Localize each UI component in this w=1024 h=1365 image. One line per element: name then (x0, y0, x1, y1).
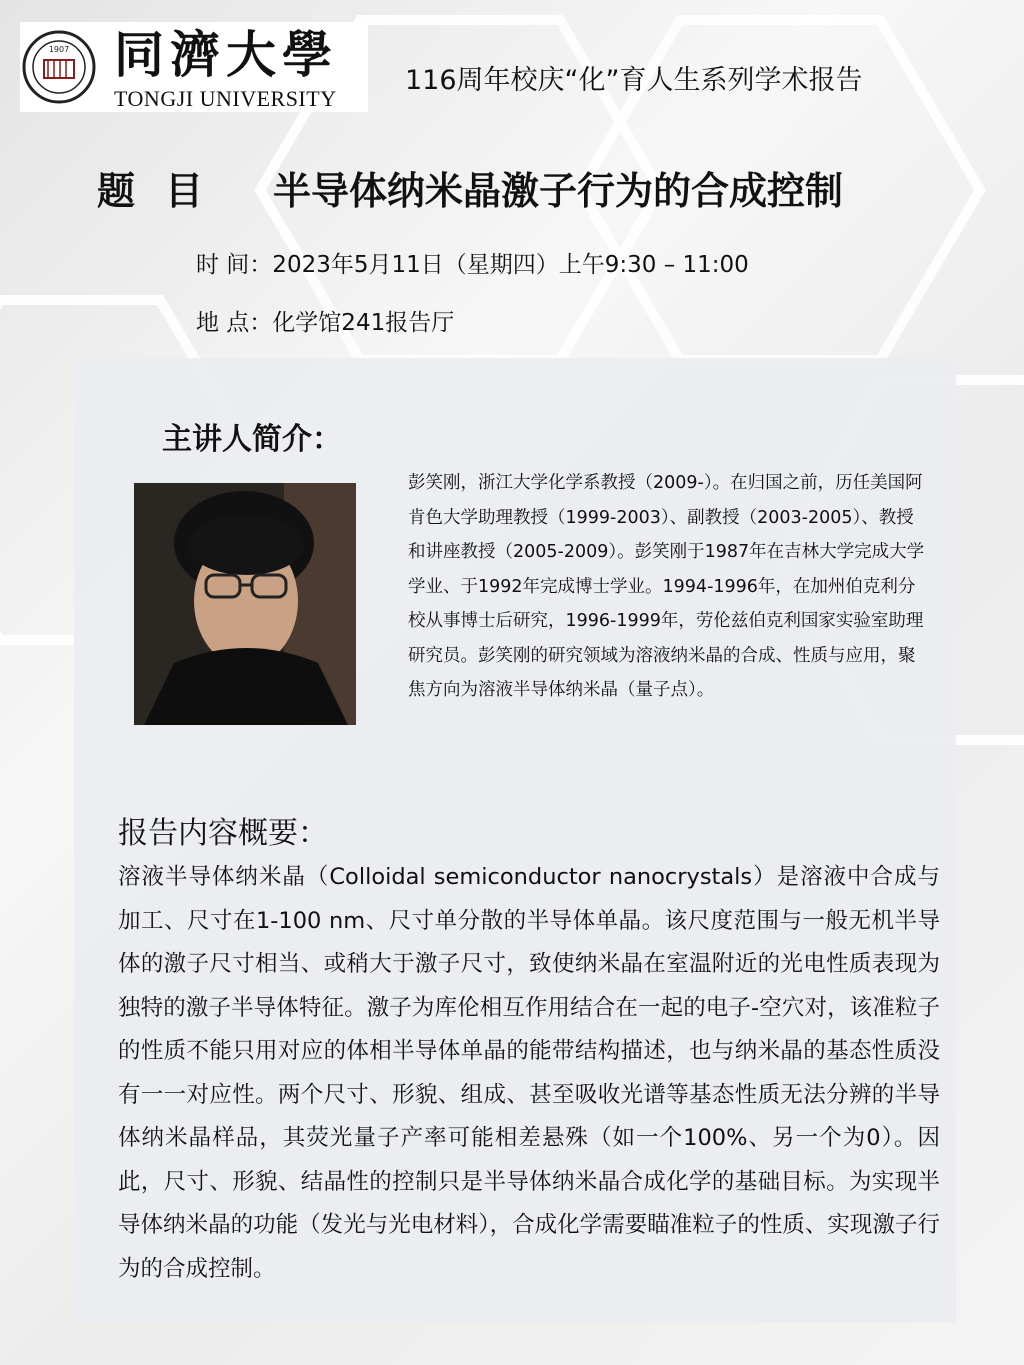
speaker-section-title: 主讲人简介： (162, 422, 342, 457)
content-panel (74, 358, 956, 1323)
time-line: 时 间：2023年5月11日（星期四）上午9:30 – 11:00 (196, 252, 749, 278)
logo-english: TONGJI UNIVERSITY (114, 86, 337, 111)
university-logo (20, 22, 368, 112)
location-line: 地 点：化学馆241报告厅 (196, 310, 455, 336)
summary-section-title: 报告内容概要： (118, 816, 328, 851)
university-seal-icon (22, 30, 96, 104)
header (20, 22, 1020, 118)
topic (97, 160, 843, 215)
series-title: 116周年校庆“化”育人生系列学术报告 (405, 65, 863, 96)
speaker-photo (134, 483, 356, 725)
seal-year: 1907 (48, 45, 70, 54)
topic-title: 半导体纳米晶激子行为的合成控制 (273, 169, 844, 213)
logo-chinese: 同濟大學 (114, 25, 338, 84)
summary-text: 溶液半导体纳米晶（Colloidal semiconductor nanocrystals）是溶液中合成与加工、尺寸在1-100 nm、尺寸单分散的半导体单晶。该尺度范围与一般无机半导体的激子尺寸相当、或稍大于激子尺寸，致使纳米晶在室温附近的光电性质表现为独特的激子半导体特征。激子为库伦相互作用结合在一起的电子-空穴对，该准粒子的性质不能只用对应的体相半导体单晶的能带结构描述，也与纳米晶的基态性质没有一一对应性。两个尺寸、形貌、组成、甚至吸收光谱等基态性质无法分辨的半导体纳米晶样品，其荧光量子产率可能相差悬殊（如一个100%、另一个为0）。因此，尺寸、形貌、结晶性的控制只是半导体纳米晶合成化学的基础目标。为实现半导体纳米晶的功能（发光与光电材料），合成化学需要瞄准粒子的性质、实现激子行为的合成控制。 (118, 864, 940, 1282)
topic-label: 题目 (97, 169, 234, 213)
speaker-bio: 彭笑刚，浙江大学化学系教授（2009-）。在归国之前，历任美国阿肯色大学助理教授（1999-2003）、副教授（2003-2005）、教授和讲座教授（2005-2009）。彭笑刚于1987年在吉林大学完成大学学业、于1992年完成博士学业。1994-1996年，在加州伯克利分校从事博士后研究，1996-1999年，劳伦兹伯克利国家实验室助理研究员。彭笑刚的研究领域为溶液纳米晶的合成、性质与应用，聚焦方向为溶液半导体纳米晶（量子点）。 (408, 473, 925, 700)
